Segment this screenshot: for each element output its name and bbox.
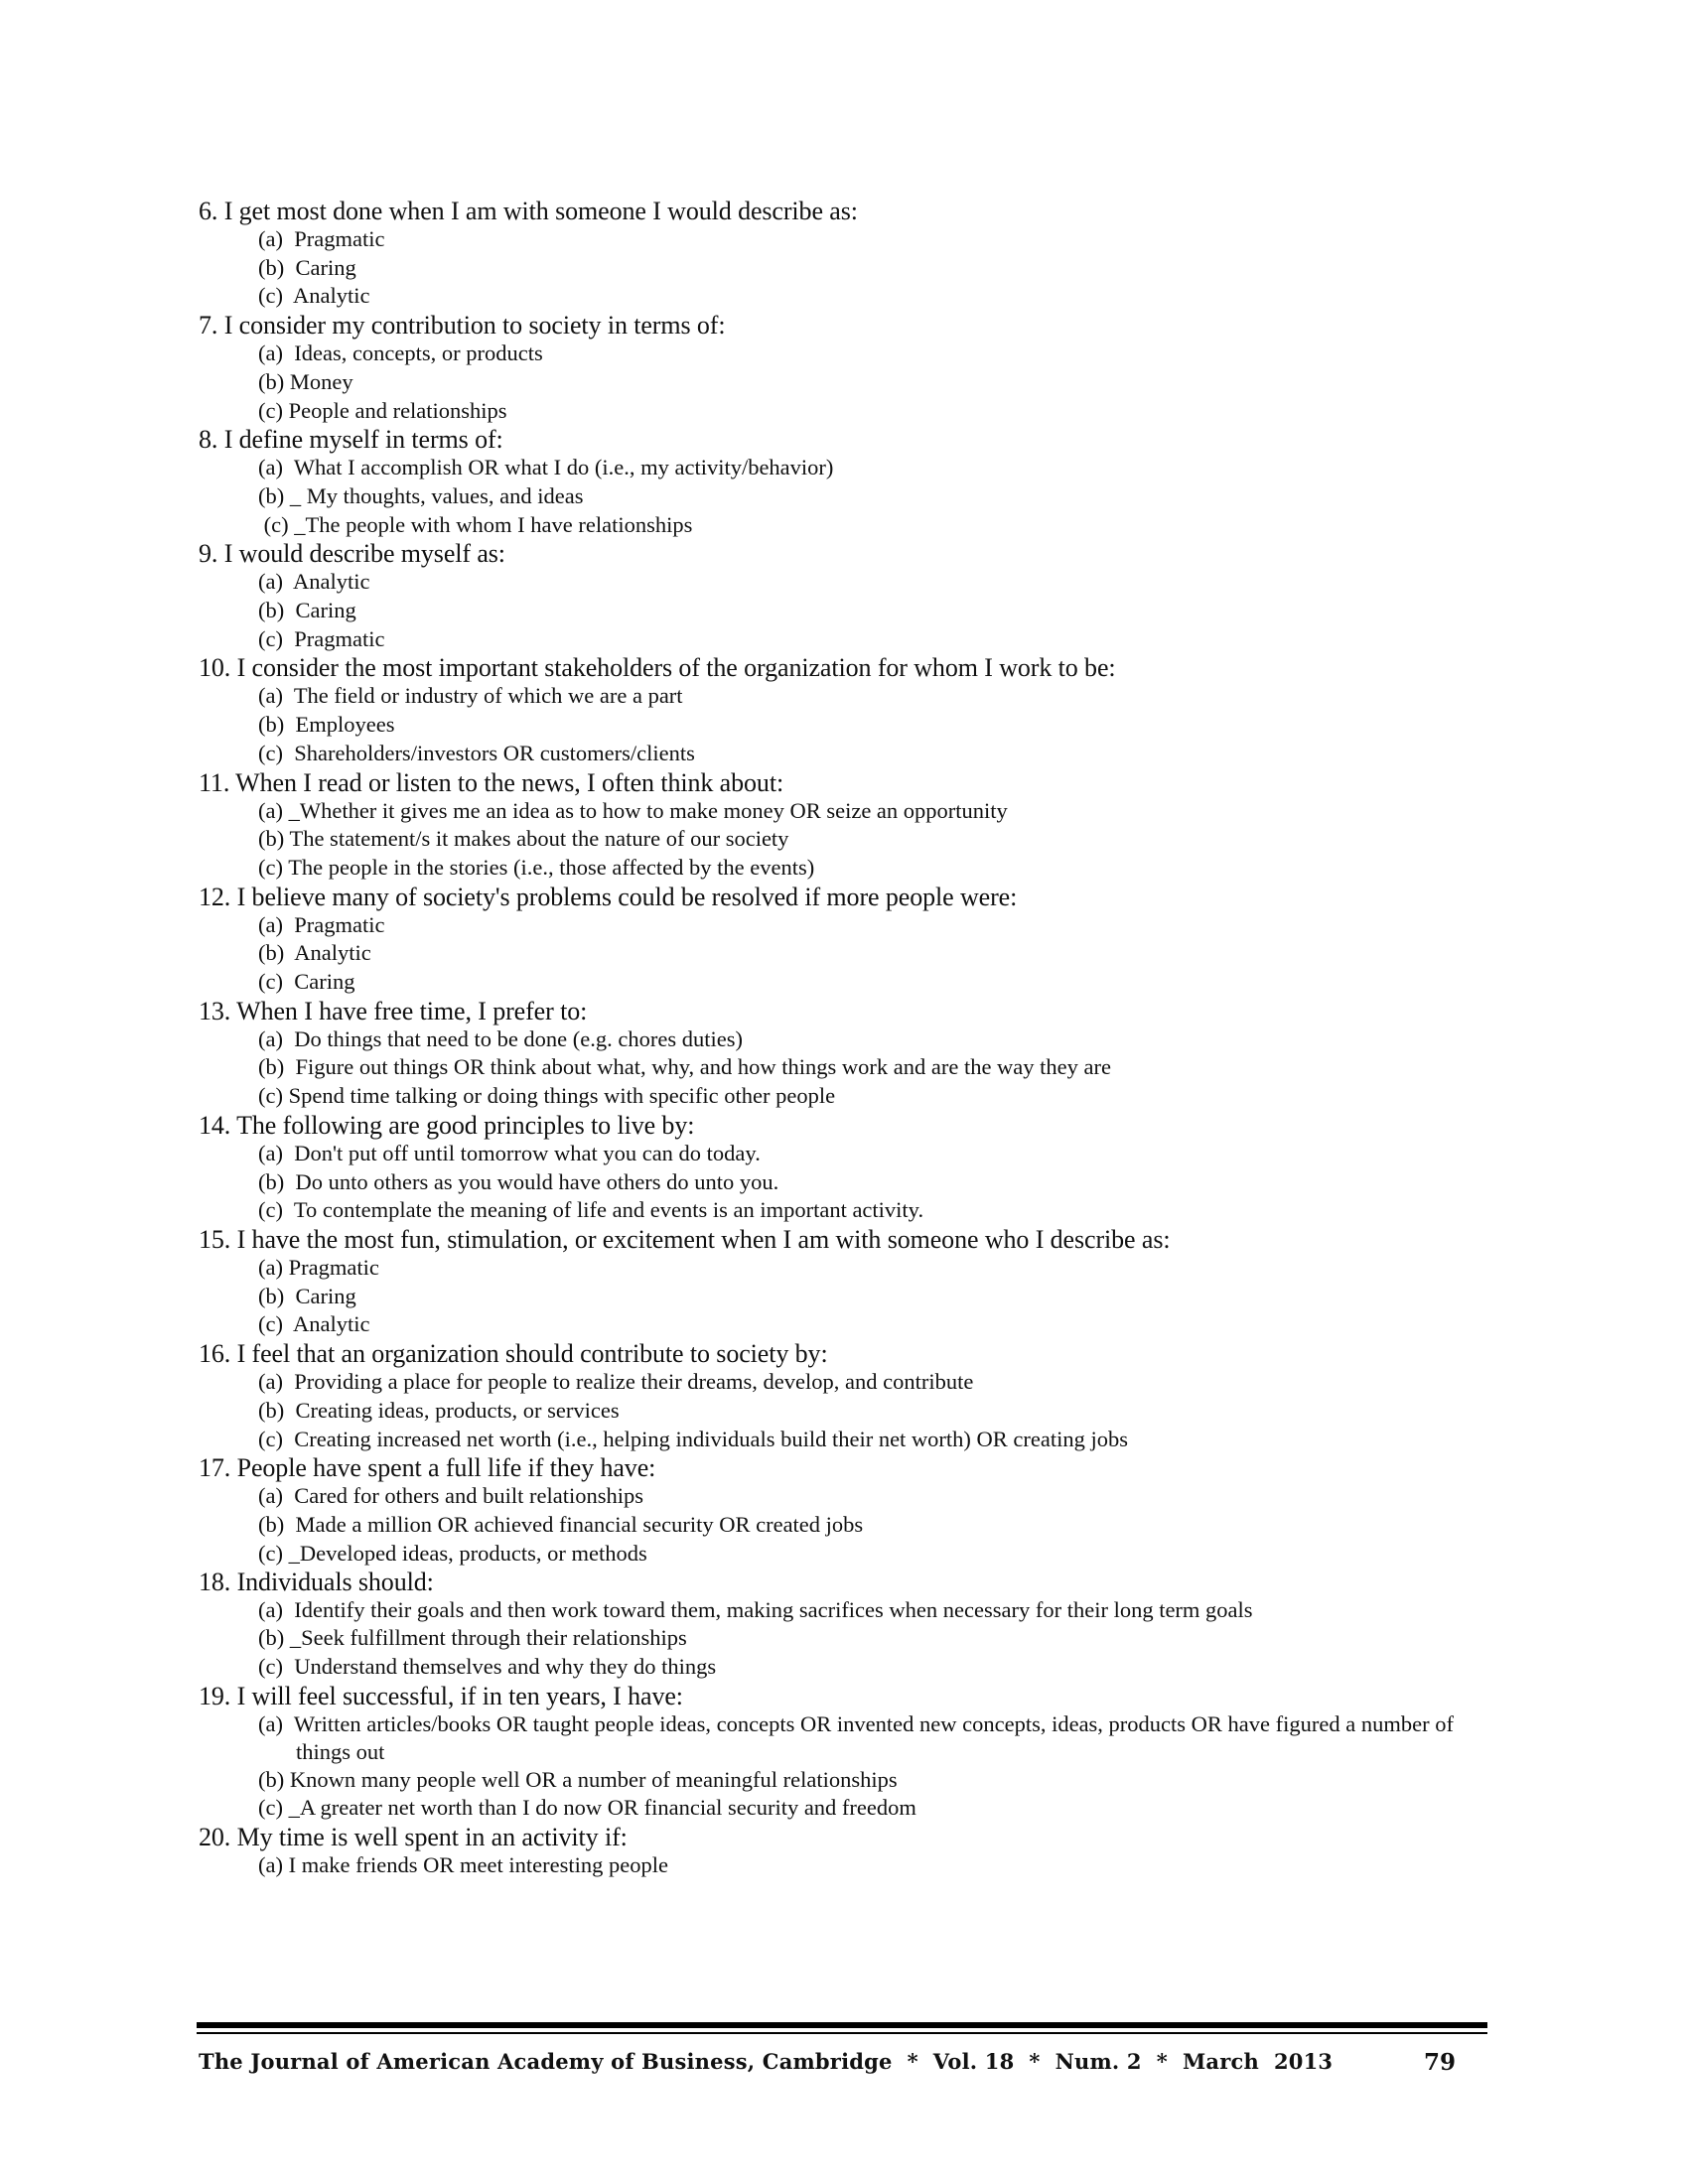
answer-option: (a) Pragmatic bbox=[258, 911, 385, 937]
option-list bbox=[258, 1710, 1509, 1823]
question-block bbox=[199, 1568, 1509, 1681]
answer-option: (a) Identify their goals and then work toward them, making sacrifices when necessary for their long term goals bbox=[258, 1597, 1253, 1623]
question-text: 20. My time is well spent in an activity if: bbox=[199, 1823, 628, 1852]
option-list bbox=[258, 454, 1509, 539]
question-list bbox=[199, 197, 1509, 1880]
answer-option: (b) _ My thoughts, values, and ideas bbox=[258, 482, 584, 508]
answer-option: (a) Don't put off until tomorrow what you can do today. bbox=[258, 1140, 761, 1165]
question-text: 10. I consider the most important stakeholders of the organization for whom I work to be: bbox=[199, 653, 1116, 683]
footer-journal-citation: The Journal of American Academy of Business, Cambridge * Vol. 18 * Num. 2 * March 2013 bbox=[199, 2049, 1334, 2074]
question-text: 15. I have the most fun, stimulation, or excitement when I am with someone who I describe as: bbox=[199, 1224, 1171, 1254]
option-list bbox=[258, 682, 1509, 767]
answer-option: (c) _A greater net worth than I do now OR financial security and freedom bbox=[258, 1795, 916, 1821]
answer-option: (c) _The people with whom I have relationships bbox=[258, 511, 693, 537]
page-number: 79 bbox=[1424, 2049, 1457, 2076]
answer-option: (b) Analytic bbox=[258, 940, 371, 966]
answer-option: (b) Made a million OR achieved financial security OR created jobs bbox=[258, 1511, 864, 1537]
question-text: 9. I would describe myself as: bbox=[199, 539, 505, 569]
question-text: 14. The following are good principles to live by: bbox=[199, 1110, 695, 1140]
answer-option: (c) People and relationships bbox=[258, 397, 507, 423]
option-list bbox=[258, 1254, 1509, 1339]
answer-option: (a) I make friends OR meet interesting people bbox=[258, 1852, 668, 1878]
question-text: 18. Individuals should: bbox=[199, 1568, 434, 1597]
question-block bbox=[199, 1682, 1509, 1823]
answer-option: (b) The statement/s it makes about the nature of our society bbox=[258, 826, 789, 852]
option-list bbox=[258, 911, 1509, 997]
question-block bbox=[199, 997, 1509, 1111]
option-list bbox=[258, 1596, 1509, 1681]
option-list bbox=[258, 225, 1509, 311]
answer-option: (c) The people in the stories (i.e., those affected by the events) bbox=[258, 854, 815, 880]
question-block bbox=[199, 768, 1509, 883]
answer-option: (b) Creating ideas, products, or services bbox=[258, 1397, 620, 1423]
question-text: 13. When I have free time, I prefer to: bbox=[199, 996, 588, 1025]
question-text: 6. I get most done when I am with someone I would describe as: bbox=[199, 197, 858, 225]
answer-option: (c) Shareholders/investors OR customers/clients bbox=[258, 740, 695, 765]
option-list bbox=[258, 1482, 1509, 1568]
answer-option: (c) Creating increased net worth (i.e., helping individuals build their net worth) OR creating jobs bbox=[258, 1426, 1129, 1451]
answer-option: (c) Understand themselves and why they do things bbox=[258, 1654, 717, 1680]
option-list bbox=[258, 340, 1509, 425]
question-block bbox=[199, 1111, 1509, 1225]
question-block bbox=[199, 1453, 1509, 1568]
answer-option: (a) What I accomplish OR what I do (i.e., my activity/behavior) bbox=[258, 455, 834, 480]
answer-option: (a) Do things that need to be done (e.g. chores duties) bbox=[258, 1025, 743, 1051]
answer-option: (b) Money bbox=[258, 368, 353, 394]
question-block bbox=[199, 425, 1509, 539]
question-block bbox=[199, 1339, 1509, 1453]
answer-option: (c) To contemplate the meaning of life and events is an important activity. bbox=[258, 1197, 924, 1223]
answer-option: (c) Spend time talking or doing things with specific other people bbox=[258, 1083, 836, 1109]
answer-option: (b) Employees bbox=[258, 712, 395, 738]
answer-option: (b) Do unto others as you would have others do unto you. bbox=[258, 1168, 779, 1194]
question-text: 8. I define myself in terms of: bbox=[199, 425, 503, 455]
answer-option: (b) _Seek fulfillment through their relationships bbox=[258, 1625, 687, 1651]
option-list bbox=[258, 1368, 1509, 1453]
question-block bbox=[199, 1225, 1509, 1339]
question-block bbox=[199, 883, 1509, 997]
answer-option: (b) Caring bbox=[258, 598, 356, 623]
answer-option: (a) _Whether it gives me an idea as to how to make money OR seize an opportunity bbox=[258, 797, 1008, 823]
answer-option: (c) Analytic bbox=[258, 1311, 370, 1337]
footer-rule-thick bbox=[197, 2022, 1487, 2028]
question-text: 12. I believe many of society's problems could be resolved if more people were: bbox=[199, 882, 1018, 911]
answer-option: (b) Caring bbox=[258, 1283, 356, 1308]
answer-option: (b) Caring bbox=[258, 254, 356, 280]
question-text: 7. I consider my contribution to society in terms of: bbox=[199, 311, 726, 341]
answer-option: (c) Caring bbox=[258, 969, 355, 995]
question-block bbox=[199, 1823, 1509, 1880]
answer-option: (a) Providing a place for people to realize their dreams, develop, and contribute bbox=[258, 1369, 974, 1395]
option-list bbox=[258, 1140, 1509, 1225]
question-block bbox=[199, 197, 1509, 311]
question-text: 11. When I read or listen to the news, I often think about: bbox=[199, 767, 784, 797]
answer-option: (a) Cared for others and built relationships bbox=[258, 1483, 644, 1509]
question-block bbox=[199, 539, 1509, 653]
answer-option: (b) Known many people well OR a number of meaningful relationships bbox=[258, 1766, 898, 1792]
footer-rule-thin bbox=[197, 2032, 1487, 2034]
answer-option: (a) Analytic bbox=[258, 569, 370, 595]
option-list bbox=[258, 1025, 1509, 1111]
answer-option: (a) Pragmatic bbox=[258, 1254, 379, 1280]
option-list bbox=[258, 1851, 1509, 1880]
answer-option: (a) Ideas, concepts, or products bbox=[258, 341, 543, 366]
answer-option: (a) Pragmatic bbox=[258, 226, 385, 251]
option-list bbox=[258, 797, 1509, 883]
question-block bbox=[199, 311, 1509, 425]
answer-option: (a) The field or industry of which we are a part bbox=[258, 683, 683, 709]
question-block bbox=[199, 653, 1509, 767]
answer-option: (c) _Developed ideas, products, or methods bbox=[258, 1540, 647, 1566]
answer-option: (a) Written articles/books OR taught people ideas, concepts OR invented new concepts, ideas, products OR have figured a number of things out bbox=[258, 1710, 1460, 1764]
question-text: 19. I will feel successful, if in ten years, I have: bbox=[199, 1681, 683, 1710]
answer-option: (c) Pragmatic bbox=[258, 625, 385, 651]
question-text: 17. People have spent a full life if they have: bbox=[199, 1453, 656, 1483]
option-list bbox=[258, 568, 1509, 653]
answer-option: (b) Figure out things OR think about what, why, and how things work and are the way they are bbox=[258, 1054, 1111, 1080]
question-text: 16. I feel that an organization should contribute to society by: bbox=[199, 1339, 828, 1369]
answer-option: (c) Analytic bbox=[258, 283, 370, 309]
